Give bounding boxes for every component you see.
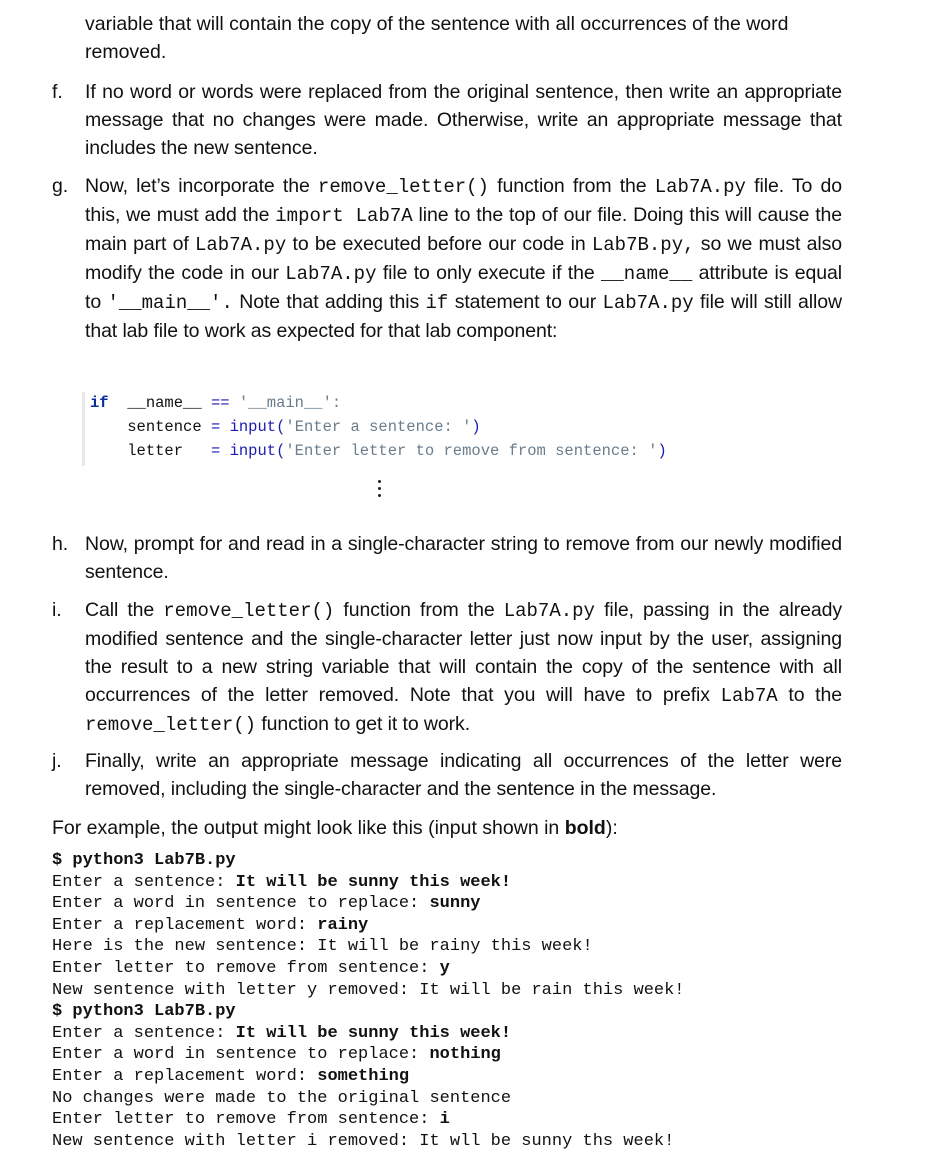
inline-code: if bbox=[425, 292, 449, 314]
inline-code: Lab7B.py, bbox=[591, 234, 695, 256]
terminal-output-text: New sentence with letter i removed: It wll be sunny ths week! bbox=[52, 1131, 675, 1151]
list-marker: h. bbox=[52, 533, 69, 555]
terminal-output-text: Enter a word in sentence to replace: bbox=[52, 894, 430, 914]
terminal-input-text: sunny bbox=[429, 894, 481, 914]
list-item-text: Call the remove_letter() function from the Lab7A.py file, passing in the already modified sentence and the single-character letter just now input by the user, assigning the result to a new string variable that will contain the copy of the sentence with all occurrences of the letter removed. Note that you will have to prefix Lab7A to the remove_letter() function to get it to work. bbox=[85, 599, 842, 736]
vertical-ellipsis-icon bbox=[378, 480, 382, 501]
terminal-input-text: rainy bbox=[317, 915, 369, 935]
terminal-output-text: Enter letter to remove from sentence: bbox=[52, 1110, 440, 1130]
terminal-output-text: Here is the new sentence: It will be rainy this week! bbox=[52, 937, 593, 957]
inline-code: Lab7A.py bbox=[285, 263, 377, 285]
terminal-line bbox=[52, 1109, 912, 1131]
code-line-2: sentence = input('Enter a sentence: ') bbox=[127, 418, 481, 436]
terminal-line bbox=[52, 1088, 912, 1110]
list-marker: f. bbox=[52, 81, 63, 103]
inline-code: remove_letter() bbox=[317, 176, 489, 198]
terminal-output-text: Enter a word in sentence to replace: bbox=[52, 1045, 430, 1065]
terminal-line bbox=[52, 915, 912, 937]
terminal-line bbox=[52, 1001, 912, 1023]
list-marker: g. bbox=[52, 175, 69, 197]
continuation-line-1: variable that will contain the copy of the sentence with all occurrences of the word bbox=[85, 13, 789, 35]
list-item-text: Now, let’s incorporate the remove_letter() function from the Lab7A.py file. To do this, we must add the import Lab7A line to the top of our file. Doing this will cause the main part of Lab7A.py to be executed before our code in Lab7B.py, so we must also modify the code in our Lab7A.py file to only execute if the __name__ attribute is equal to '__main__'. Note that adding this if statement to our Lab7A.py file will still allow that lab file to work as expected for that lab component: bbox=[85, 175, 843, 342]
terminal-output-text: Enter a sentence: bbox=[52, 872, 236, 892]
inline-code: Lab7A.py bbox=[195, 234, 287, 256]
code-snippet bbox=[82, 392, 802, 466]
terminal-line bbox=[52, 1131, 912, 1153]
terminal-output bbox=[52, 850, 912, 1152]
inline-code: Lab7A.py bbox=[503, 600, 595, 622]
list-item-i bbox=[52, 596, 842, 739]
code-gutter bbox=[82, 392, 85, 466]
terminal-input-text: something bbox=[317, 1066, 410, 1086]
terminal-input-text: It will be sunny this week! bbox=[235, 1023, 512, 1043]
inline-code: __name__ bbox=[601, 263, 693, 285]
list-item-j bbox=[52, 747, 842, 803]
code-line-3: letter = input('Enter letter to remove from sentence: ') bbox=[127, 442, 667, 460]
top-continuation bbox=[85, 10, 842, 66]
inline-code: '__main__'. bbox=[107, 292, 233, 314]
list-item-text: If no word or words were replaced from the original sentence, then write an appropriate message that no changes were made. Otherwise, write an appropriate message that includes the new sentence. bbox=[85, 81, 842, 159]
code-line-1: if __name__ == '__main__': bbox=[90, 394, 342, 412]
list-item-text: Finally, write an appropriate message indicating all occurrences of the letter were removed, including the single-character and the sentence in the message. bbox=[85, 750, 842, 800]
terminal-input-text: i bbox=[439, 1110, 450, 1130]
terminal-line bbox=[52, 1044, 912, 1066]
bold-word: bold bbox=[564, 817, 606, 839]
terminal-line bbox=[52, 1066, 912, 1088]
inline-code: import Lab7A bbox=[275, 205, 413, 227]
list-marker: i. bbox=[52, 599, 62, 621]
list-marker: j. bbox=[52, 750, 62, 772]
terminal-input-text: y bbox=[439, 958, 450, 978]
terminal-line bbox=[52, 980, 912, 1002]
terminal-output-text: Enter letter to remove from sentence: bbox=[52, 958, 440, 978]
terminal-input-text: It will be sunny this week! bbox=[235, 872, 512, 892]
list-item-f bbox=[52, 78, 842, 162]
inline-code: remove_letter() bbox=[85, 714, 257, 736]
terminal-line bbox=[52, 872, 912, 894]
list-item-text: Now, prompt for and read in a single-character string to remove from our newly modified sentence. bbox=[85, 533, 842, 583]
continuation-line-2: removed. bbox=[85, 41, 167, 63]
terminal-input-text: $ python3 Lab7B.py bbox=[52, 851, 236, 870]
terminal-output-text: No changes were made to the original sentence bbox=[52, 1088, 512, 1108]
terminal-output-text: Enter a replacement word: bbox=[52, 915, 318, 935]
terminal-output-text: Enter a replacement word: bbox=[52, 1066, 318, 1086]
terminal-line bbox=[52, 850, 912, 872]
terminal-line bbox=[52, 958, 912, 980]
terminal-line bbox=[52, 936, 912, 958]
inline-code: Lab7A bbox=[720, 685, 778, 707]
list-item-h bbox=[52, 530, 842, 586]
terminal-input-text: nothing bbox=[429, 1045, 501, 1065]
inline-code: remove_letter() bbox=[163, 600, 335, 622]
terminal-output-text: New sentence with letter y removed: It will be rain this week! bbox=[52, 980, 685, 1000]
terminal-line bbox=[52, 893, 912, 915]
terminal-output-text: Enter a sentence: bbox=[52, 1023, 236, 1043]
list-item-g bbox=[52, 172, 842, 345]
example-intro: For example, the output might look like this (input shown in bold): bbox=[52, 817, 618, 839]
inline-code: Lab7A.py bbox=[602, 292, 694, 314]
terminal-line bbox=[52, 1023, 912, 1045]
terminal-input-text: $ python3 Lab7B.py bbox=[52, 1002, 236, 1022]
inline-code: Lab7A.py bbox=[654, 176, 746, 198]
